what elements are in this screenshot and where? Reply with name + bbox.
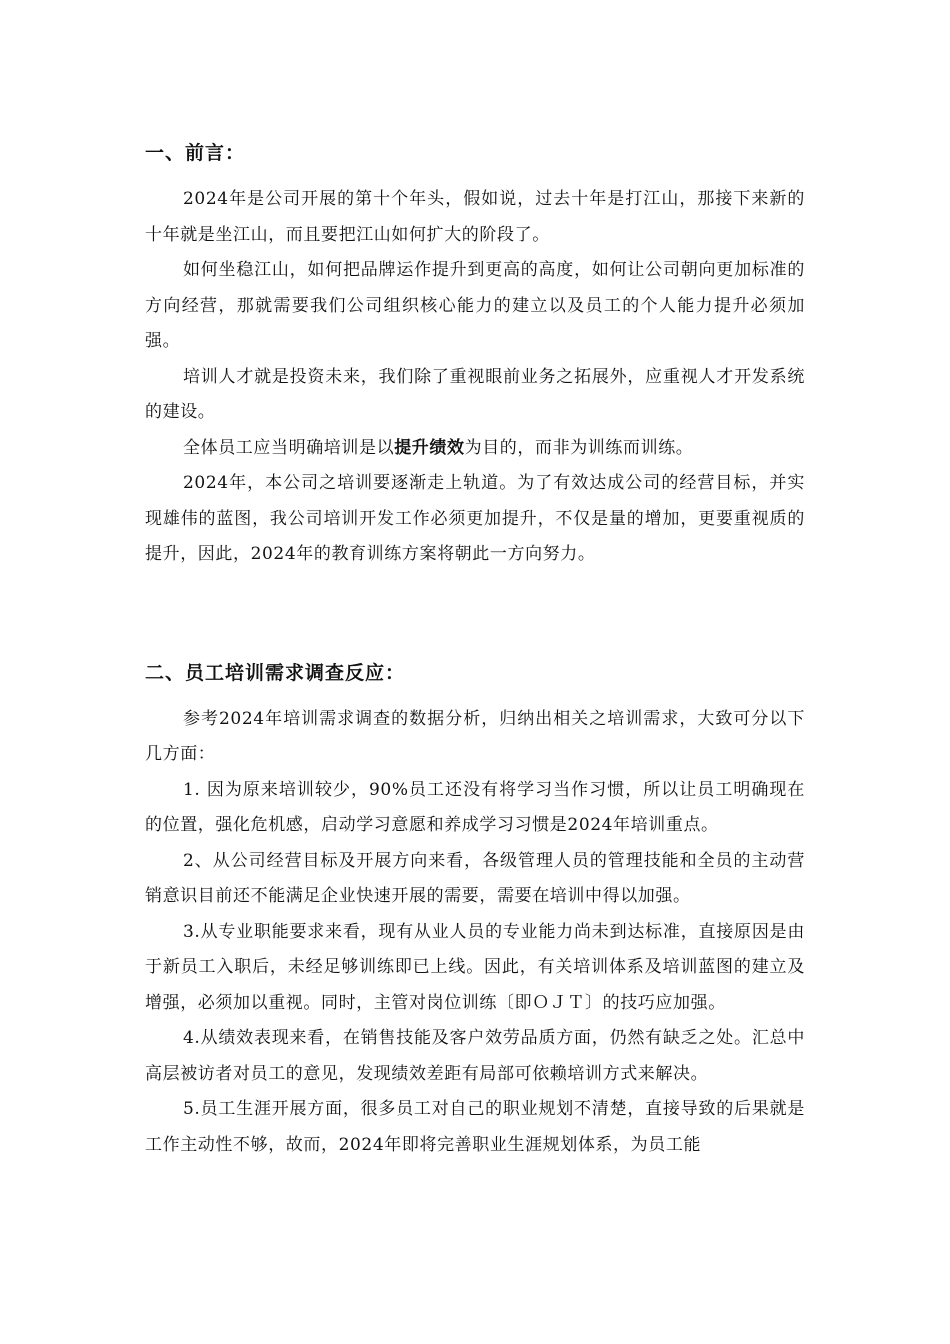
section2-item-1: 1. 因为原来培训较少，90%员工还没有将学习当作习惯，所以让员工明确现在的位置，强化危机感，启动学习意愿和养成学习习惯是2024年培训重点。 — [145, 779, 805, 835]
section2-item-4: 4.从绩效表现来看，在销售技能及客户效劳品质方面，仍然有缺乏之处。汇总中高层被访者对员工的意见，发现绩效差距有局部可依赖培训方式来解决。 — [145, 1028, 805, 1084]
section1-paragraph-1: 2024年是公司开展的第十个年头，假如说，过去十年是打江山，那接下来新的十年就是坐江山，而且要把江山如何扩大的阶段了。 — [145, 189, 805, 245]
p4-text-after: 为目的，而非为训练而训练。 — [464, 437, 694, 458]
document-body — [145, 136, 805, 1163]
p4-emphasis: 提升绩效 — [394, 437, 465, 458]
p4-text-before: 全体员工应当明确培训是以 — [183, 437, 395, 458]
section2-intro: 参考2024年培训需求调查的数据分析，归纳出相关之培训需求，大致可分以下几方面： — [145, 708, 805, 764]
section1-paragraph-4 — [145, 431, 805, 467]
section1-paragraph-3: 培训人才就是投资未来，我们除了重视眼前业务之拓展外，应重视人才开发系统的建设。 — [145, 366, 805, 422]
section1-paragraph-2: 如何坐稳江山，如何把品牌运作提升到更高的高度，如何让公司朝向更加标准的方向经营，那就需要我们公司组织核心能力的建立以及员工的个人能力提升必须加强。 — [145, 260, 805, 351]
section1-paragraph-5: 2024年，本公司之培训要逐渐走上轨道。为了有效达成公司的经营目标，并实现雄伟的蓝图，我公司培训开发工作必须更加提升，不仅是量的增加，更要重视质的提升，因此，2024年的教育训练方案将朝此一方向努力。 — [145, 473, 805, 564]
section2-item-5: 5.员工生涯开展方面，很多员工对自己的职业规划不清楚，直接导致的后果就是工作主动性不够，故而，2024年即将完善职业生涯规划体系，为员工能 — [145, 1099, 805, 1155]
section-spacer — [145, 573, 805, 656]
section2-item-3: 3.从专业职能要求来看，现有从业人员的专业能力尚未到达标准，直接原因是由于新员工入职后，未经足够训练即已上线。因此，有关培训体系及培训蓝图的建立及增强，必须加以重视。同时，主管对岗位训练〔即ＯＪＴ〕的技巧应加强。 — [145, 921, 805, 1013]
section1-heading: 一、前言： — [145, 142, 246, 164]
section2-item-2: 2、从公司经营目标及开展方向来看，各级管理人员的管理技能和全员的主动营销意识目前还不能满足企业快速开展的需要，需要在培训中得以加强。 — [145, 850, 805, 906]
section2-heading: 二、员工培训需求调查反应： — [145, 661, 406, 684]
